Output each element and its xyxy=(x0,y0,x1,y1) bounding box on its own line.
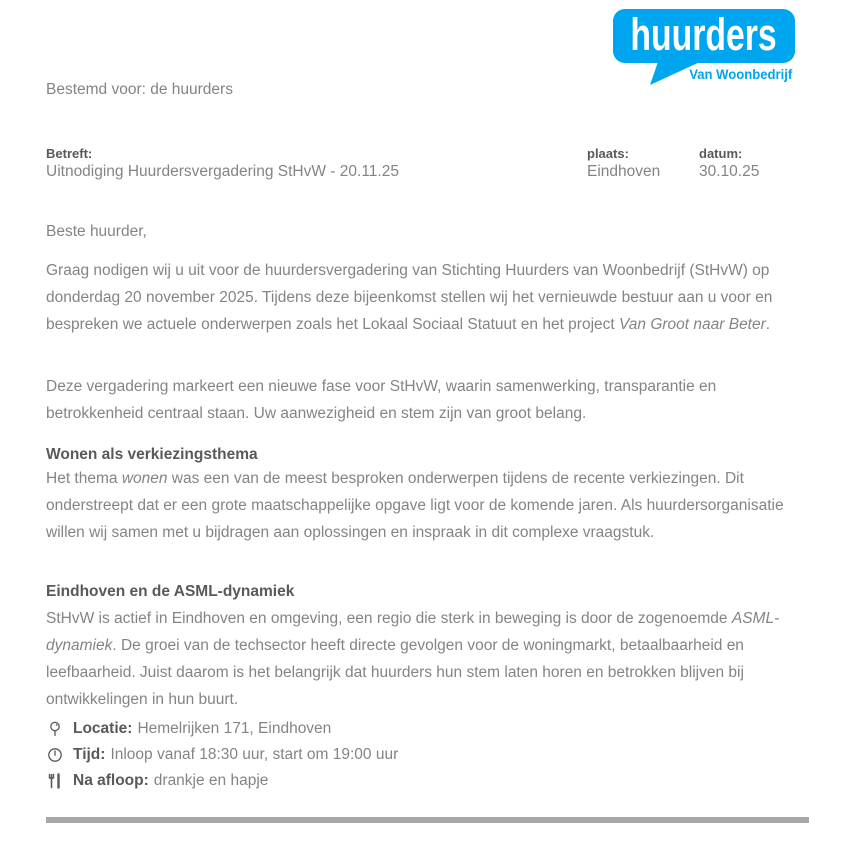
section-heading-asml: Eindhoven en de ASML-dynamiek xyxy=(46,583,295,600)
detail-location-label: Locatie: xyxy=(73,720,133,737)
detail-afterwards-value: drankje en hapje xyxy=(153,772,269,789)
detail-time xyxy=(46,742,812,768)
paragraph-wonen-italic: wonen xyxy=(121,470,168,487)
paragraph-new-phase: Deze vergadering markeert een nieuwe fase voor StHvW, waarin samenwerking, transparantie en betrokkenheid centraal staan. Uw aanwezigheid en stem zijn van groot belang. xyxy=(46,378,717,422)
paragraph-wonen-post: was een van de meest besproken onderwerpen tijdens de recente verkiezingen. Dit onderstreept dat er een grote maatschappelijke opgave ligt voor de komende jaren. Als huurdersorganisatie willen wij samen met u bijdragen aan oplossingen en inspraak in dit complexe vraagstuk. xyxy=(46,470,784,541)
detail-afterwards-label: Na afloop: xyxy=(73,772,149,789)
place-value: Eindhoven xyxy=(587,163,661,180)
detail-location xyxy=(46,716,812,742)
detail-afterwards xyxy=(46,768,812,794)
subject-value: Uitnodiging Huurdersvergadering StHvW - 20.11.25 xyxy=(46,163,399,180)
addressee-line: Bestemd voor: de huurders xyxy=(46,81,233,98)
paragraph-wonen xyxy=(46,465,812,546)
paragraph-invitation-text: Graag nodigen wij u uit voor de huurdersvergadering van Stichting Huurders van Woonbedrijf (StHvW) op donderdag 20 november 2025. Tijdens deze bijeenkomst stellen wij het vernieuwde bestuur aan u voor en bespreken we actuele onderwerpen zoals het Lokaal Sociaal Statuut en het project xyxy=(46,262,773,333)
subject-block xyxy=(46,145,399,182)
logo-speech-bubble xyxy=(613,9,795,63)
logo-wordmark: huurders xyxy=(630,8,778,60)
paragraph-asml xyxy=(46,605,812,713)
meta-row xyxy=(46,145,812,189)
footer-divider-bar xyxy=(46,817,809,823)
date-block xyxy=(699,145,759,182)
paragraph-wonen-pre: Het thema xyxy=(46,470,122,487)
paragraph-asml-italic: ASML-dynamiek xyxy=(46,610,780,654)
location-pin-icon xyxy=(47,721,63,737)
section-heading-wonen: Wonen als verkiezingsthema xyxy=(46,446,258,463)
detail-location-value: Hemelrijken 171, Eindhoven xyxy=(137,720,332,737)
paragraph-asml-post: . De groei van de techsector heeft directe gevolgen voor de woningmarkt, betaalbaarheid en leefbaarheid. Juist daarom is het belangrijk dat huurders hun stem laten horen en betrokken blijven bij ontwikkelingen in hun buurt. xyxy=(46,637,744,708)
paragraph-invitation-italic: Van Groot naar Beter xyxy=(619,316,766,333)
detail-time-label: Tijd: xyxy=(73,746,106,763)
logo-subtitle: Van Woonbedrijf xyxy=(688,67,792,82)
paragraph-invitation xyxy=(46,257,812,338)
place-block xyxy=(587,145,660,182)
place-label: plaats: xyxy=(587,146,629,161)
paragraph-invitation-end: . xyxy=(765,316,771,333)
detail-time-value: Inloop vanaf 18:30 uur, start om 19:00 uur xyxy=(110,746,399,763)
event-details-list xyxy=(46,716,812,794)
subject-label: Betreft: xyxy=(46,146,93,161)
date-value: 30.10.25 xyxy=(699,163,760,180)
date-label: datum: xyxy=(699,146,743,161)
paragraph-asml-pre: StHvW is actief in Eindhoven en omgeving, een regio die sterk in beweging is door de zogenoemde xyxy=(46,610,732,627)
salutation: Beste huurder, xyxy=(46,223,147,240)
cutlery-icon xyxy=(47,773,63,789)
clock-icon xyxy=(47,747,63,763)
